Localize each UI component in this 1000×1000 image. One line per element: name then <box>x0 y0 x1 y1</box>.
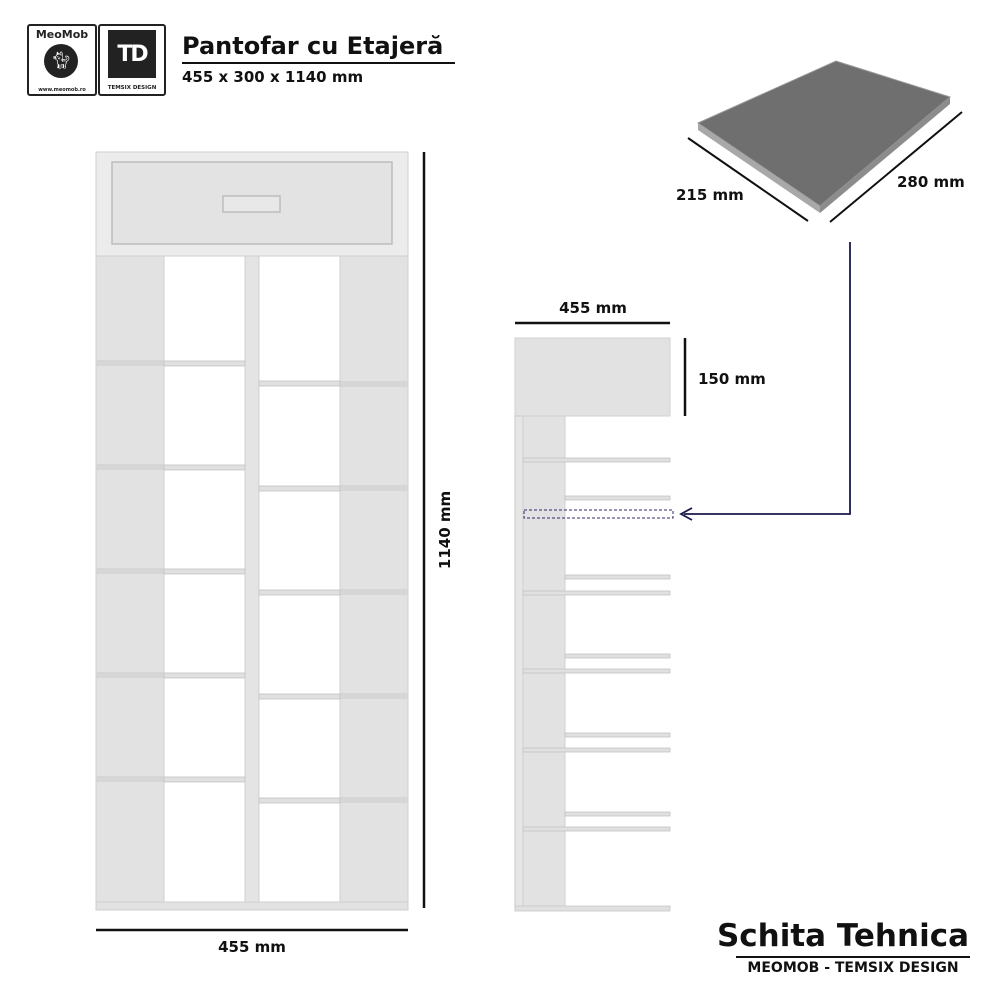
shelf-depth-dimension-label: 215 mm <box>676 186 744 204</box>
product-dimensions: 455 x 300 x 1140 mm <box>182 68 364 86</box>
left-column-panels <box>96 256 164 906</box>
side-back-panel <box>515 416 523 910</box>
right-shelves <box>259 381 340 803</box>
td-logo-mark: TD <box>108 30 156 78</box>
footer-divider <box>736 956 970 958</box>
footer-subtitle: MEOMOB - TEMSIX DESIGN <box>747 960 959 976</box>
side-top-box <box>515 338 670 416</box>
left-shelves <box>164 361 245 782</box>
meomob-logo-url: www.meomob.ro <box>38 87 86 93</box>
bottom-plinth <box>96 902 408 910</box>
shelf-width-dimension-label: 280 mm <box>897 173 965 191</box>
shelf-detail <box>676 61 965 520</box>
cat-icon: 🐈︎ <box>44 44 78 78</box>
td-logo-subtitle: TEMSIX DESIGN <box>107 85 157 91</box>
meomob-logo-text: MeoMob <box>35 28 89 41</box>
side-column <box>523 416 565 910</box>
side-width-dimension-label: 455 mm <box>559 299 627 317</box>
middle-divider <box>245 256 259 906</box>
side-base <box>515 906 670 911</box>
drawer-handle <box>223 196 280 212</box>
page-title: Pantofar cu Etajeră <box>182 30 455 64</box>
right-column-panels <box>340 256 408 906</box>
side-view <box>515 299 766 911</box>
front-view <box>96 152 454 956</box>
footer-title: Schita Tehnica <box>716 918 969 954</box>
height-dimension-label: 1140 mm <box>436 490 454 570</box>
side-top-height-label: 150 mm <box>698 370 766 388</box>
width-dimension-label: 455 mm <box>218 938 286 956</box>
